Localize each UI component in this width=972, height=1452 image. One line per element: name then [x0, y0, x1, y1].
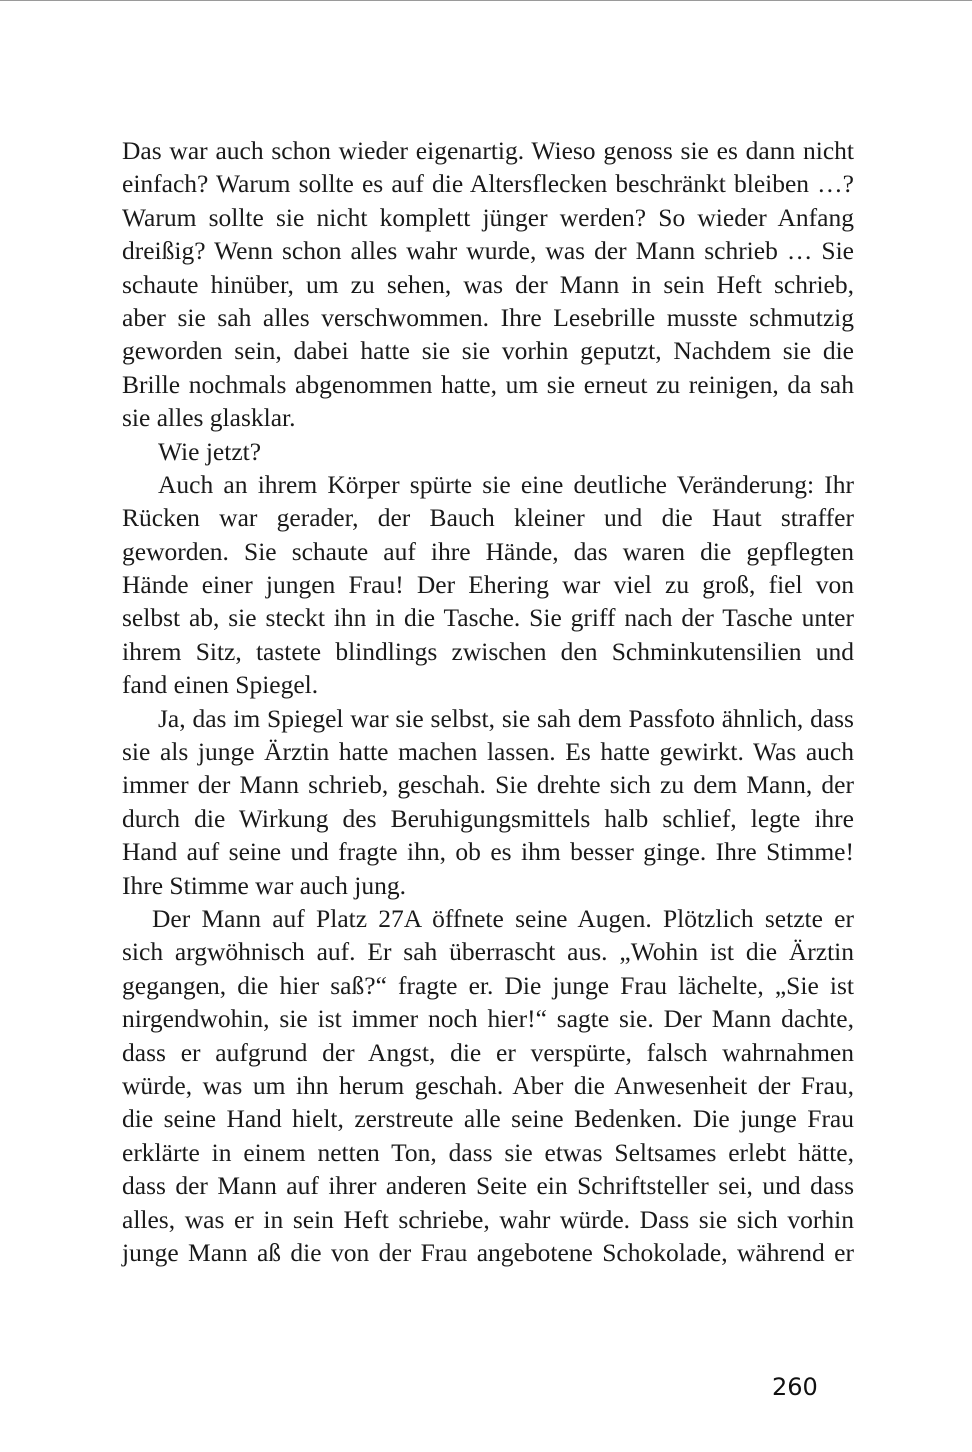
top-border-rule — [0, 0, 972, 1]
text-line: dass er aufgrund der Angst, die er verspürte, falsch wahrnahmen — [122, 1037, 854, 1067]
text-line: Warum sollte sie nicht komplett jünger werden? So wieder Anfang — [122, 202, 854, 232]
text-line: geworden sein, dabei hatte sie sie vorhin geputzt, Nachdem sie die — [122, 336, 854, 366]
text-line: junge Mann aß die von der Frau angebotene Schokolade, während er — [122, 1237, 854, 1267]
text-line: fand einen Spiegel. — [122, 670, 319, 700]
text-line: aber sie sah alles verschwommen. Ihre Lesebrille musste schmutzig — [122, 302, 854, 332]
text-line: Rücken war gerader, der Bauch kleiner und die Haut straffer — [122, 503, 854, 533]
text-line: dreißig? Wenn schon alles wahr wurde, was der Mann schrieb … Sie — [122, 236, 854, 266]
text-line: gegangen, die hier saß?“ fragte er. Die junge Frau lächelte, „Sie ist — [122, 970, 854, 1000]
text-line: Der Mann auf Platz 27A öffnete seine Augen. Plötzlich setzte er — [152, 903, 854, 933]
page-number: 260 — [772, 1373, 818, 1401]
text-line: durch die Wirkung des Beruhigungsmittels halb schlief, legte ihre — [122, 803, 854, 833]
text-line: dass der Mann auf ihrer anderen Seite ein Schriftsteller sei, und dass — [122, 1171, 854, 1201]
text-line: Ja, das im Spiegel war sie selbst, sie sah dem Passfoto ähnlich, dass — [158, 703, 854, 733]
text-line: nirgendwohin, sie ist immer noch hier!“ sagte sie. Der Mann dachte, — [122, 1004, 854, 1034]
text-line: Hand auf seine und fragte ihn, ob es ihm besser ginge. Ihre Stimme! — [122, 837, 854, 867]
text-line: alles, was er in sein Heft schriebe, wahr würde. Dass sie sich vorhin — [122, 1204, 854, 1234]
text-line: erklärte in einem netten Ton, dass sie etwas Seltsames erlebt hätte, — [122, 1137, 854, 1167]
text-line: immer der Mann schrieb, geschah. Sie drehte sich zu dem Mann, der — [122, 770, 854, 800]
text-line: einfach? Warum sollte es auf die Altersflecken beschränkt bleiben …? — [122, 169, 854, 199]
text-line: geworden. Sie schaute auf ihre Hände, das waren die gepflegten — [122, 536, 854, 566]
text-line: sie alles glasklar. — [122, 403, 296, 433]
text-line: schaute hinüber, um zu sehen, was der Mann in sein Heft schrieb, — [122, 269, 854, 299]
text-line: sich argwöhnisch auf. Er sah überrascht aus. „Wohin ist die Ärztin — [122, 937, 854, 967]
text-line: Auch an ihrem Körper spürte sie eine deutliche Veränderung: Ihr — [158, 469, 854, 499]
text-line: Wie jetzt? — [158, 436, 262, 466]
text-line: Das war auch schon wieder eigenartig. Wieso genoss sie es dann nicht — [122, 136, 854, 165]
text-line: würde, was um ihn herum geschah. Aber die Anwesenheit der Frau, — [122, 1070, 854, 1100]
text-line: ihrem Sitz, tastete blindlings zwischen den Schminkutensilien und — [122, 636, 854, 666]
text-line: selbst ab, sie steckt ihn in die Tasche. Sie griff nach der Tasche unter — [122, 603, 854, 633]
body-text — [122, 134, 854, 1269]
text-line: Hände einer jungen Frau! Der Ehering war viel zu groß, fiel von — [122, 570, 854, 600]
text-line: Brille nochmals abgenommen hatte, um sie erneut zu reinigen, da sah — [122, 369, 854, 399]
text-line: die seine Hand hielt, zerstreute alle seine Bedenken. Die junge Frau — [122, 1104, 854, 1134]
text-line: Ihre Stimme war auch jung. — [122, 870, 406, 900]
text-line: sie als junge Ärztin hatte machen lassen. Es hatte gewirkt. Was auch — [122, 737, 854, 767]
